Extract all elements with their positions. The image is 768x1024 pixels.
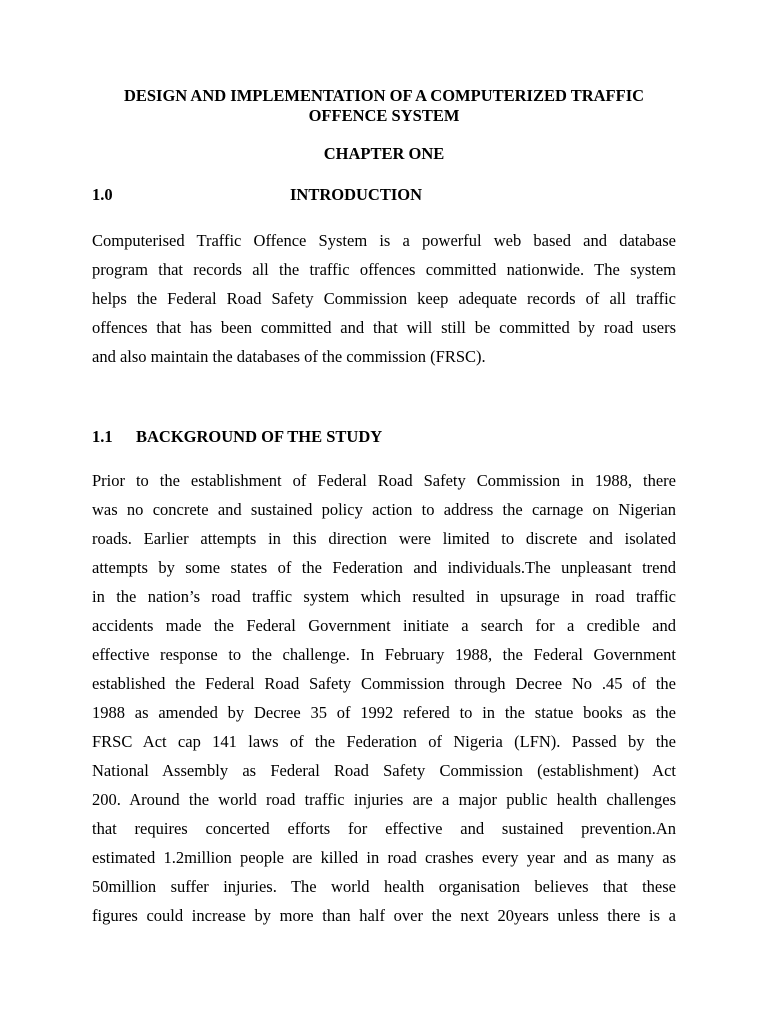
paragraph-line: established the Federal Road Safety Commission through Decree No .45 of the bbox=[92, 674, 676, 693]
title-line-1: DESIGN AND IMPLEMENTATION OF A COMPUTERIZED TRAFFIC bbox=[123, 86, 645, 105]
paragraph-line: 1988 as amended by Decree 35 of 1992 refered to in the statue books as the bbox=[92, 703, 676, 722]
paragraph-line: figures could increase by more than half over the next 20years unless there is a bbox=[92, 906, 676, 925]
paragraph-line: offences that has been committed and that will still be committed by road users bbox=[92, 318, 676, 337]
paragraph-introduction bbox=[92, 226, 676, 371]
chapter-heading: CHAPTER ONE bbox=[323, 144, 445, 163]
section-number: 1.1 bbox=[92, 427, 113, 446]
paragraph-line: helps the Federal Road Safety Commission keep adequate records of all traffic bbox=[92, 289, 676, 308]
paragraph-line: Prior to the establishment of Federal Road Safety Commission in 1988, there bbox=[92, 471, 676, 490]
paragraph-background bbox=[92, 466, 676, 930]
paragraph-line: that requires concerted efforts for effective and sustained prevention.An bbox=[92, 819, 676, 838]
section-number: 1.0 bbox=[92, 185, 113, 204]
paragraph-line: attempts by some states of the Federation and individuals.The unpleasant trend bbox=[92, 558, 676, 577]
paragraph-line: 50million suffer injuries. The world health organisation believes that these bbox=[92, 877, 676, 896]
paragraph-line: effective response to the challenge. In February 1988, the Federal Government bbox=[92, 645, 676, 664]
title-line-2: OFFENCE SYSTEM bbox=[308, 106, 460, 125]
paragraph-line: was no concrete and sustained policy action to address the carnage on Nigerian bbox=[92, 500, 676, 519]
paragraph-line: roads. Earlier attempts in this direction were limited to discrete and isolated bbox=[92, 529, 676, 548]
paragraph-line: 200. Around the world road traffic injuries are a major public health challenges bbox=[92, 790, 676, 809]
paragraph-line: program that records all the traffic offences committed nationwide. The system bbox=[92, 260, 676, 279]
paragraph-line: and also maintain the databases of the commission (FRSC). bbox=[92, 347, 486, 366]
paragraph-line: in the nation’s road traffic system which resulted in upsurage in road traffic bbox=[92, 587, 676, 606]
paragraph-line: estimated 1.2million people are killed in road crashes every year and as many as bbox=[92, 848, 676, 867]
paragraph-line: National Assembly as Federal Road Safety Commission (establishment) Act bbox=[92, 761, 676, 780]
section-title: INTRODUCTION bbox=[290, 185, 423, 204]
paragraph-line: accidents made the Federal Government initiate a search for a credible and bbox=[92, 616, 676, 635]
section-title: BACKGROUND OF THE STUDY bbox=[136, 427, 383, 446]
document-title bbox=[60, 86, 708, 126]
paragraph-line: FRSC Act cap 141 laws of the Federation of Nigeria (LFN). Passed by the bbox=[92, 732, 676, 751]
paragraph-line: Computerised Traffic Offence System is a powerful web based and database bbox=[92, 231, 676, 250]
